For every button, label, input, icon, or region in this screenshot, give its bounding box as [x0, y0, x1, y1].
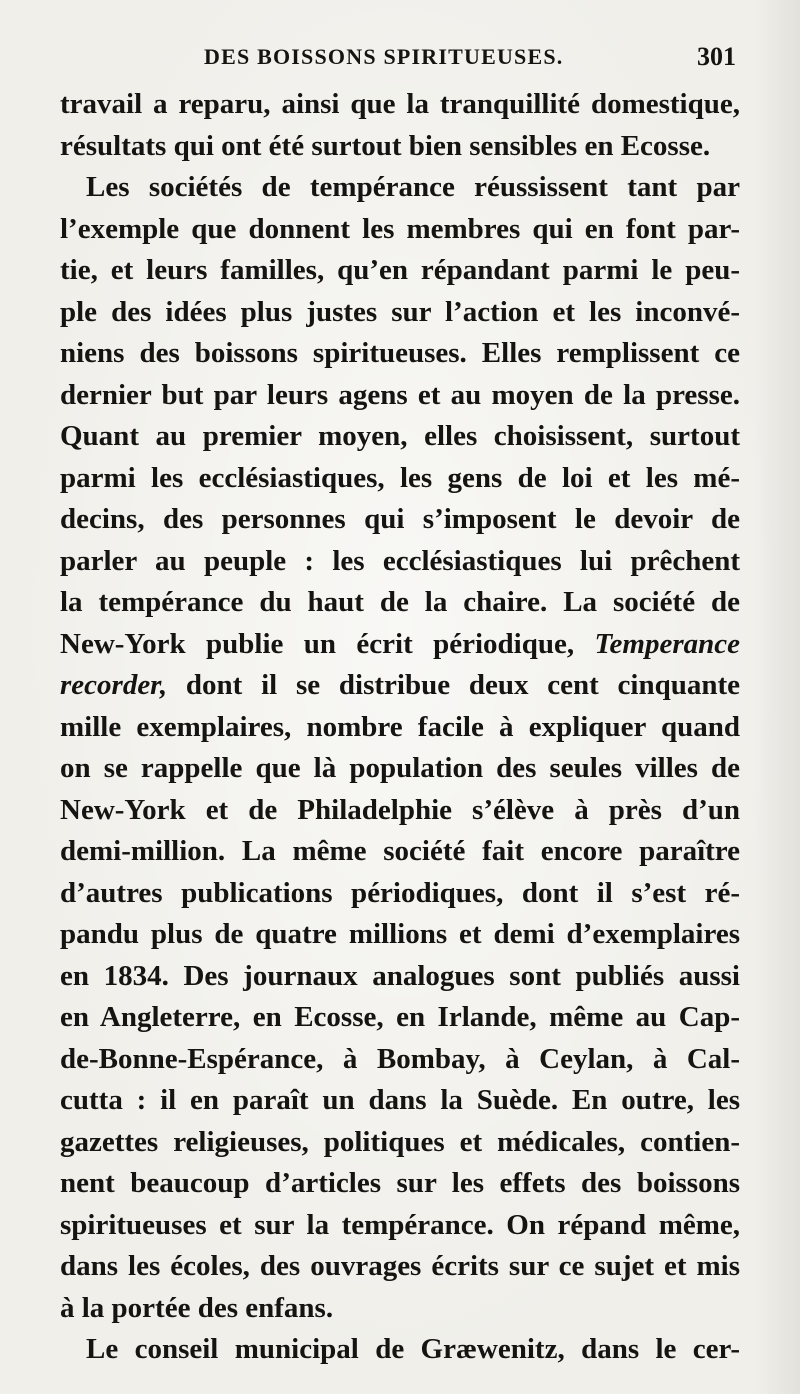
- text-line: demi-million. La même société fait encore paraître: [60, 835, 740, 867]
- text-line: decins, des personnes qui s’imposent le devoir de: [60, 503, 740, 535]
- text-line: parmi les ecclésiastiques, les gens de loi et les mé-: [60, 461, 740, 494]
- text-run: New-York publie un écrit périodique,: [60, 627, 595, 660]
- text-line: mille exemplaires, nombre facile à expliquer quand: [60, 710, 740, 743]
- text-line: on se rappelle que là population des seules villes de: [60, 752, 740, 784]
- text-line: Le conseil municipal de Græwenitz, dans le cer-: [86, 1333, 740, 1365]
- text-line: en 1834. Des journaux analogues sont publiés aussi: [60, 959, 740, 992]
- text-line: dans les écoles, des ouvrages écrits sur ce sujet et mis: [60, 1250, 740, 1282]
- text-line: dernier but par leurs agens et au moyen de la presse.: [60, 378, 740, 411]
- text-line: gazettes religieuses, politiques et médicales, contien-: [60, 1125, 740, 1158]
- text-line: l’exemple que donnent les membres qui en font par-: [60, 212, 740, 245]
- text-line: cutta : il en paraît un dans la Suède. En outre, les: [60, 1084, 740, 1116]
- text-line: ple des idées plus justes sur l’action et les inconvé-: [60, 295, 740, 328]
- text-line: [60, 624, 740, 666]
- text-line: parler au peuple : les ecclésiastiques lui prêchent: [60, 544, 740, 577]
- text-line: résultats qui ont été surtout bien sensibles en Ecosse.: [60, 129, 711, 162]
- text-line: à la portée des enfans.: [60, 1291, 334, 1324]
- body-text: [60, 84, 740, 1371]
- text-line: en Angleterre, en Ecosse, en Irlande, même au Cap-: [60, 1001, 740, 1033]
- journal-title-emphasis: recorder,: [60, 669, 168, 701]
- text-line: de-Bonne-Espérance, à Bombay, à Ceylan, à Cal-: [60, 1042, 740, 1075]
- text-line: Les sociétés de tempérance réussissent tant par: [86, 171, 740, 203]
- text-line: [60, 665, 740, 707]
- text-line: d’autres publications périodiques, dont il s’est ré-: [60, 876, 740, 909]
- text-line: nent beaucoup d’articles sur les effets des boissons: [60, 1167, 740, 1199]
- text-line: Quant au premier moyen, elles choisissent, surtout: [60, 420, 740, 452]
- text-line: New-York et de Philadelphie s’élève à près d’un: [60, 793, 740, 826]
- page-number: 301: [697, 42, 736, 71]
- text-line: la tempérance du haut de la chaire. La société de: [60, 586, 740, 618]
- running-header: [60, 40, 740, 76]
- running-title: DES BOISSONS SPIRITUEUSES.: [204, 44, 564, 69]
- text-run: dont il se distribue deux cent cinquante: [167, 669, 740, 701]
- text-line: pandu plus de quatre millions et demi d’exemplaires: [60, 918, 740, 950]
- text-line: spiritueuses et sur la tempérance. On répand même,: [60, 1208, 740, 1241]
- text-line: niens des boissons spiritueuses. Elles remplissent ce: [60, 337, 740, 369]
- text-line: travail a reparu, ainsi que la tranquillité domestique,: [60, 88, 740, 120]
- journal-title-emphasis: Temperance: [594, 627, 740, 660]
- page-gutter-shadow: [754, 0, 800, 1394]
- text-line: tie, et leurs familles, qu’en répandant parmi le peu-: [60, 254, 740, 286]
